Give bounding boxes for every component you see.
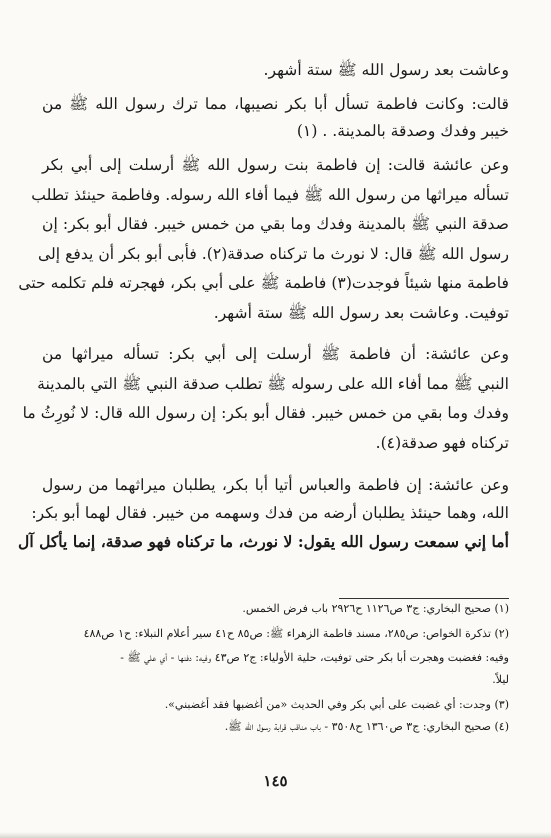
body-line: وعاشت بعد رسول الله ﷺ ستة أشهر.: [263, 61, 509, 79]
body-line: وعن عائشة: أن فاطمة ﷺ أرسلت إلى أبي بكر: تسأله ميراثها من: [42, 345, 509, 363]
body-line: خيبر وفدك وصدقة بالمدينة. . (١): [296, 122, 509, 140]
body-line: تركناه فهو صدقة(٤).: [375, 434, 509, 452]
body-line: قالت: وكانت فاطمة تسأل أبا بكر نصيبها، مما ترك رسول الله ﷺ من: [42, 95, 509, 113]
page-number: ١٤٥: [263, 772, 288, 790]
footnote-line: ليلاً.: [492, 673, 509, 686]
body-line: النبي ﷺ مما أفاء الله على رسوله ﷺ تطلب صدقة النبي ﷺ التي بالمدينة: [37, 375, 509, 393]
footnote-line: (٤) صحيح البخاري: ج٣ ص١٣٦٠ ح٣٥٠٨ - باب مناقب قرابة رسول الله ﷺ.: [224, 720, 509, 733]
body-line: وفدك وما بقي من خمس خيبر. فقال أبو بكر: إن رسول الله قال: لا نُورِثُ ما: [22, 404, 509, 422]
body-line: فاطمة منها شيئاً فوجدت(٣) فاطمة ﷺ على أبي بكر، فهجرته فلم تكلمه حتى: [18, 274, 509, 292]
body-line: توفيت. وعاشت بعد رسول الله ﷺ ستة أشهر.: [213, 304, 509, 322]
body-line: وعن عائشة قالت: إن فاطمة بنت رسول الله ﷺ أرسلت إلى أبي بكر: [42, 156, 509, 174]
footnote-line: (١) صحيح البخاري: ج٣ ص١١٢٦ ح٢٩٢٦ باب فرض الخمس.: [242, 602, 509, 615]
body-line: وعن عائشة: إن فاطمة والعباس أتيا أبا بكر، يطلبان ميراثهما من رسول: [42, 476, 509, 494]
body-line: صدقة النبي ﷺ بالمدينة وفدك وما بقي من خمس خيبر. فقال أبو بكر: إن: [42, 215, 509, 233]
footnote-line: (٢) تذكرة الخواص: ص٢٨٥، مسند فاطمة الزهراء ﷺ: ص٨٥ ح٤١ سير أعلام النبلاء: ح١ ص٤٨٨: [83, 627, 509, 640]
body-line: أما إني سمعت رسول الله يقول: لا نورث، ما تركناه فهو صدقة، إنما يأكل آل: [17, 532, 509, 551]
footnote-separator: [339, 598, 509, 599]
body-line: تسأله ميراثها من رسول الله ﷺ فيما أفاء الله رسوله. وفاطمة حينئذ تطلب: [31, 186, 509, 204]
body-line: رسول الله ﷺ قال: لا نورث ما تركناه صدقة(٢). فأبى أبو بكر أن يدفع إلى: [38, 245, 509, 263]
footnote-line: وفيه: فغضبت وهجرت أبا بكر حتى توفيت، حلية الأولياء: ج٢ ص٤٣ وفيه: دفنها - أي علي ﷺ -: [120, 651, 509, 664]
footnote-line: (٣) وجدت: أي غضبت على أبي بكر وفي الحديث «من أغضبها فقد أغضبني».: [164, 698, 509, 711]
body-line: الله، وهما حينئذ يطلبان أرضه من فدك وسهمه من خيبر. فقال لهما أبو بكر:: [31, 504, 509, 522]
page-bottom-edge: [0, 832, 551, 838]
